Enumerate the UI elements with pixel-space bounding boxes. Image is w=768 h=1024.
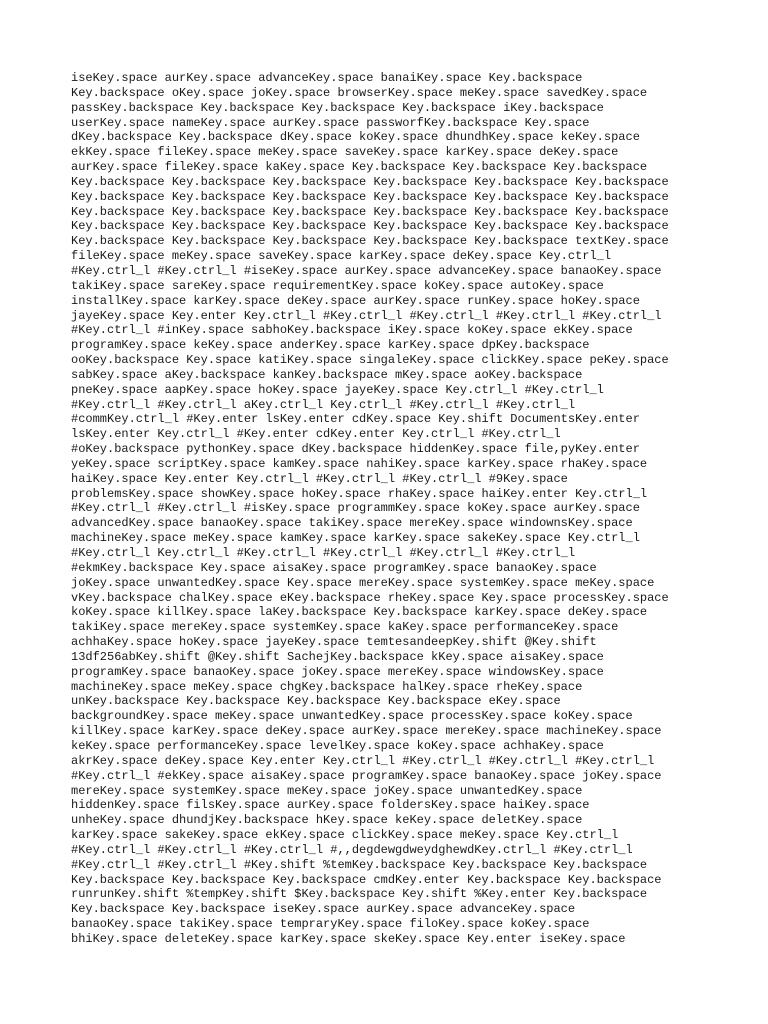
text-line: bhiKey.space deleteKey.space karKey.space skeKey.space Key.enter iseKey.space — [71, 931, 626, 946]
text-line: unKey.backspace Key.backspace Key.backspace Key.backspace eKey.space — [71, 694, 561, 709]
text-line: ooKey.backspace Key.space katiKey.space singaleKey.space clickKey.space peKey.space — [71, 353, 669, 368]
text-line: passKey.backspace Key.backspace Key.backspace Key.backspace iKey.backspace — [71, 100, 604, 115]
text-line: Key.backspace Key.backspace iseKey.space aurKey.space advanceKey.space — [71, 902, 576, 917]
text-line: jayeKey.space Key.enter Key.ctrl_l #Key.ctrl_l #Key.ctrl_l #Key.ctrl_l #Key.ctrl_l — [71, 308, 662, 323]
text-line: ekKey.space fileKey.space meKey.space saveKey.space karKey.space deKey.space — [71, 145, 619, 160]
text-line: programKey.space banaoKey.space joKey.space mereKey.space windowsKey.space — [71, 664, 604, 679]
text-line: akrKey.space deKey.space Key.enter Key.ctrl_l #Key.ctrl_l #Key.ctrl_l #Key.ctrl_l — [71, 753, 655, 768]
text-line: Key.backspace Key.backspace Key.backspace Key.backspace Key.backspace textKey.space — [71, 234, 669, 249]
text-line: achhaKey.space hoKey.space jayeKey.space temtesandeepKey.shift @Key.shift — [71, 635, 597, 650]
text-line: #Key.ctrl_l #Key.ctrl_l #Key.ctrl_l #,,degdewgdweydghewdKey.ctrl_l #Key.ctrl_l — [71, 842, 633, 857]
text-line: hiddenKey.space filsKey.space aurKey.space foldersKey.space haiKey.space — [71, 798, 590, 813]
text-line: mereKey.space systemKey.space meKey.space joKey.space unwantedKey.space — [71, 783, 583, 798]
text-line: #Key.ctrl_l #Key.ctrl_l #isKey.space programmKey.space koKey.space aurKey.space — [71, 501, 640, 516]
text-line: problemsKey.space showKey.space hoKey.space rhaKey.space haiKey.enter Key.ctrl_l — [71, 486, 648, 501]
text-line: haiKey.space Key.enter Key.ctrl_l #Key.ctrl_l #Key.ctrl_l #9Key.space — [71, 471, 568, 486]
text-line: #ekmKey.backspace Key.space aisaKey.space programKey.space banaoKey.space — [71, 560, 597, 575]
text-line: sabKey.space aKey.backspace kanKey.backspace mKey.space aoKey.backspace — [71, 367, 583, 382]
text-line: Key.backspace Key.backspace Key.backspace Key.backspace Key.backspace Key.backspace — [71, 204, 669, 219]
text-line: installKey.space karKey.space deKey.space aurKey.space runKey.space hoKey.space — [71, 293, 640, 308]
text-line: takiKey.space mereKey.space systemKey.space kaKey.space performanceKey.space — [71, 620, 619, 635]
text-line: banaoKey.space takiKey.space tempraryKey.space filoKey.space koKey.space — [71, 917, 590, 932]
text-line: karKey.space sakeKey.space ekKey.space clickKey.space meKey.space Key.ctrl_l — [71, 828, 619, 843]
text-line: killKey.space karKey.space deKey.space aurKey.space mereKey.space machineKey.space — [71, 724, 662, 739]
text-line: #Key.ctrl_l #ekKey.space aisaKey.space programKey.space banaoKey.space joKey.space — [71, 768, 662, 783]
text-line: userKey.space nameKey.space aurKey.space passworfKey.backspace Key.space — [71, 115, 590, 130]
text-line: runrunKey.shift %tempKey.shift $Key.backspace Key.shift %Key.enter Key.backspace — [71, 887, 648, 902]
text-line: Key.backspace Key.backspace Key.backspace cmdKey.enter Key.backspace Key.backspace — [71, 872, 662, 887]
text-line: #Key.ctrl_l #inKey.space sabhoKey.backspace iKey.space koKey.space ekKey.space — [71, 323, 633, 338]
text-line: #Key.ctrl_l #Key.ctrl_l #Key.shift %temKey.backspace Key.backspace Key.backspace — [71, 857, 648, 872]
text-line: joKey.space unwantedKey.space Key.space mereKey.space systemKey.space meKey.space — [71, 575, 655, 590]
text-line: yeKey.space scriptKey.space kamKey.space nahiKey.space karKey.space rhaKey.space — [71, 456, 648, 471]
text-line: #commKey.ctrl_l #Key.enter lsKey.enter cdKey.space Key.shift DocumentsKey.enter — [71, 412, 640, 427]
text-line: machineKey.space meKey.space kamKey.space karKey.space sakeKey.space Key.ctrl_l — [71, 531, 640, 546]
text-line: 13df256abKey.shift @Key.shift SachejKey.backspace kKey.space aisaKey.space — [71, 649, 604, 664]
text-line: aurKey.space fileKey.space kaKey.space Key.backspace Key.backspace Key.backspace — [71, 160, 648, 175]
text-line: iseKey.space aurKey.space advanceKey.space banaiKey.space Key.backspace — [71, 71, 583, 85]
text-line: keKey.space performanceKey.space levelKey.space koKey.space achhaKey.space — [71, 738, 604, 753]
text-line: koKey.space killKey.space laKey.backspace Key.backspace karKey.space deKey.space — [71, 605, 648, 620]
text-line: advancedKey.space banaoKey.space takiKey.space mereKey.space windownsKey.space — [71, 516, 633, 531]
keystroke-log-text — [71, 71, 711, 947]
text-line: Key.backspace Key.backspace Key.backspace Key.backspace Key.backspace Key.backspace — [71, 189, 669, 204]
text-line: #Key.ctrl_l Key.ctrl_l #Key.ctrl_l #Key.ctrl_l #Key.ctrl_l #Key.ctrl_l — [71, 546, 576, 560]
text-line: dKey.backspace Key.backspace dKey.space koKey.space dhundhKey.space keKey.space — [71, 130, 640, 145]
text-line: #oKey.backspace pythonKey.space dKey.backspace hiddenKey.space file,pyKey.enter — [71, 442, 640, 457]
text-line: machineKey.space meKey.space chgKey.backspace halKey.space rheKey.space — [71, 679, 583, 694]
text-line: unheKey.space dhundjKey.backspace hKey.space keKey.space deletKey.space — [71, 813, 583, 828]
text-line: Key.backspace oKey.space joKey.space browserKey.space meKey.space savedKey.space — [71, 85, 648, 100]
text-line: pneKey.space aapKey.space hoKey.space jayeKey.space Key.ctrl_l #Key.ctrl_l — [71, 382, 604, 397]
text-line: fileKey.space meKey.space saveKey.space karKey.space deKey.space Key.ctrl_l — [71, 249, 612, 264]
text-line: lsKey.enter Key.ctrl_l #Key.enter cdKey.enter Key.ctrl_l #Key.ctrl_l — [71, 427, 561, 442]
text-line: takiKey.space sareKey.space requirementKey.space koKey.space autoKey.space — [71, 278, 604, 293]
text-line: programKey.space keKey.space anderKey.space karKey.space dpKey.backspace — [71, 338, 590, 353]
text-line: #Key.ctrl_l #Key.ctrl_l #iseKey.space aurKey.space advanceKey.space banaoKey.space — [71, 263, 662, 278]
text-line: Key.backspace Key.backspace Key.backspace Key.backspace Key.backspace Key.backspace — [71, 174, 669, 189]
text-line: Key.backspace Key.backspace Key.backspace Key.backspace Key.backspace Key.backspace — [71, 219, 669, 234]
text-line: vKey.backspace chalKey.space eKey.backspace rheKey.space Key.space processKey.space — [71, 590, 669, 605]
text-line: backgroundKey.space meKey.space unwantedKey.space processKey.space koKey.space — [71, 709, 633, 724]
text-line: #Key.ctrl_l #Key.ctrl_l aKey.ctrl_l Key.ctrl_l #Key.ctrl_l #Key.ctrl_l — [71, 397, 576, 412]
